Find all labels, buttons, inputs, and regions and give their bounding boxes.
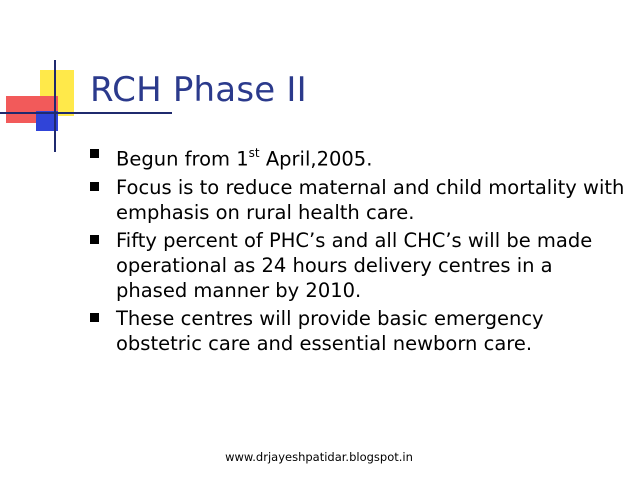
bullet-text: Focus is to reduce maternal and child mortality with emphasis on rural health care.	[116, 175, 625, 224]
decorative-horizontal-line	[0, 112, 172, 114]
bullet-item	[88, 175, 628, 225]
bullet-square-icon	[90, 235, 99, 244]
bullet-item	[88, 228, 628, 303]
bullet-text: These centres will provide basic emergency obstetric care and essential newborn care.	[116, 306, 544, 355]
footer-url: www.drjayeshpatidar.blogspot.in	[225, 450, 413, 464]
bullet-text	[116, 142, 628, 172]
slide-title: RCH Phase II	[90, 70, 307, 110]
bullet-square-icon	[90, 149, 99, 158]
bullet-square-icon	[90, 182, 99, 191]
bullet-text-end: April,2005.	[259, 147, 373, 171]
decorative-vertical-line	[54, 60, 56, 152]
bullet-item	[88, 306, 628, 356]
bullet-list	[88, 142, 628, 359]
ordinal-superscript: st	[248, 146, 260, 160]
bullet-text: Fifty percent of PHC’s and all CHC’s will be made operational as 24 hours delivery centres in a phased manner by 2010.	[116, 228, 593, 302]
bullet-item	[88, 142, 628, 172]
bullet-square-icon	[90, 313, 99, 322]
bullet-text-start: Begun from 1	[116, 147, 249, 171]
